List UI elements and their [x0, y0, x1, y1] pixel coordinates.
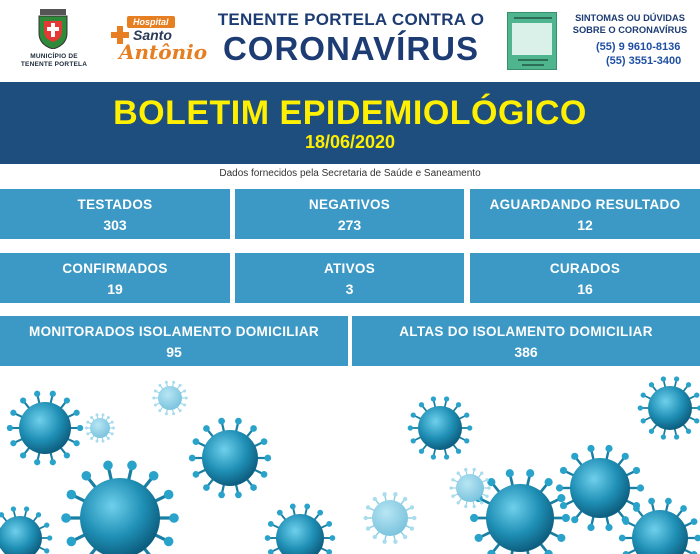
virus-particle-icon	[638, 376, 700, 439]
virus-particle-icon	[265, 504, 336, 554]
symptoms-line1: SINTOMAS OU DÚVIDAS	[575, 13, 685, 23]
virus-particle-icon	[0, 506, 52, 554]
stat-label: CURADOS	[549, 261, 621, 276]
campaign-title: CORONAVÍRUS	[222, 30, 480, 67]
virus-particle-icon	[619, 498, 700, 554]
stat-testados	[0, 189, 230, 239]
phone-landline[interactable]: (55) 3551-3400	[606, 55, 682, 67]
virus-particle-icon	[364, 492, 417, 544]
stat-label: ALTAS DO ISOLAMENTO DOMICILIAR	[399, 324, 653, 339]
stat-label: MONITORADOS ISOLAMENTO DOMICILIAR	[29, 324, 319, 339]
stat-label: CONFIRMADOS	[62, 261, 168, 276]
stat-value: 12	[577, 217, 593, 233]
virus-particle-icon	[189, 418, 271, 498]
municipality-crest-icon	[36, 9, 70, 49]
hospital-santo: Santo	[133, 27, 172, 43]
stat-value: 3	[345, 281, 354, 297]
stat-negativos	[235, 189, 464, 239]
stat-value: 386	[514, 344, 538, 360]
campaign-subtitle: TENENTE PORTELA CONTRA O	[217, 10, 485, 29]
virus-particle-icon	[7, 391, 83, 466]
stat-altas	[352, 316, 700, 366]
hospital-word: Hospital	[127, 16, 175, 28]
data-source-note: Dados fornecidos pela Secretaria de Saúde e Saneamento	[219, 168, 481, 179]
stat-aguardando	[470, 189, 700, 239]
stat-value: 273	[337, 217, 362, 233]
symptoms-info	[566, 12, 694, 36]
virus-particle-icon	[470, 469, 570, 554]
virus-particle-icon	[61, 461, 179, 554]
stat-confirmados	[0, 253, 230, 303]
symptoms-line2: SOBRE O CORONAVÍRUS	[572, 25, 688, 35]
stat-ativos	[235, 253, 464, 303]
stat-value: 16	[577, 281, 593, 297]
stat-value: 303	[103, 217, 127, 233]
hand-washing-poster-icon	[507, 12, 557, 70]
phone-mobile[interactable]: (55) 9 9610-8136	[596, 41, 681, 53]
bulletin-date: 18/06/2020	[304, 132, 396, 152]
stat-label: ATIVOS	[323, 261, 376, 276]
stat-label: TESTADOS	[77, 197, 153, 212]
stat-label: AGUARDANDO RESULTADO	[489, 197, 681, 212]
virus-particle-icon	[152, 381, 187, 416]
bulletin-title: BOLETIM EPIDEMIOLÓGICO	[113, 94, 587, 132]
virus-particle-icon	[408, 396, 473, 459]
virus-particle-icon	[85, 413, 115, 442]
stat-value: 95	[166, 344, 182, 360]
municipality-line2: TENENTE PORTELA	[20, 61, 88, 68]
stat-label: NEGATIVOS	[308, 197, 391, 212]
stat-value: 19	[107, 281, 123, 297]
municipality-line1: MUNICÍPIO DE	[30, 53, 78, 60]
municipality-name	[6, 53, 102, 69]
stat-monitorados	[0, 316, 348, 366]
header	[0, 0, 700, 80]
hospital-logo	[111, 16, 208, 68]
hospital-antonio: Antônio	[119, 40, 208, 64]
coronavirus-illustration	[0, 368, 700, 554]
bulletin-banner	[0, 82, 700, 164]
stat-curados	[470, 253, 700, 303]
